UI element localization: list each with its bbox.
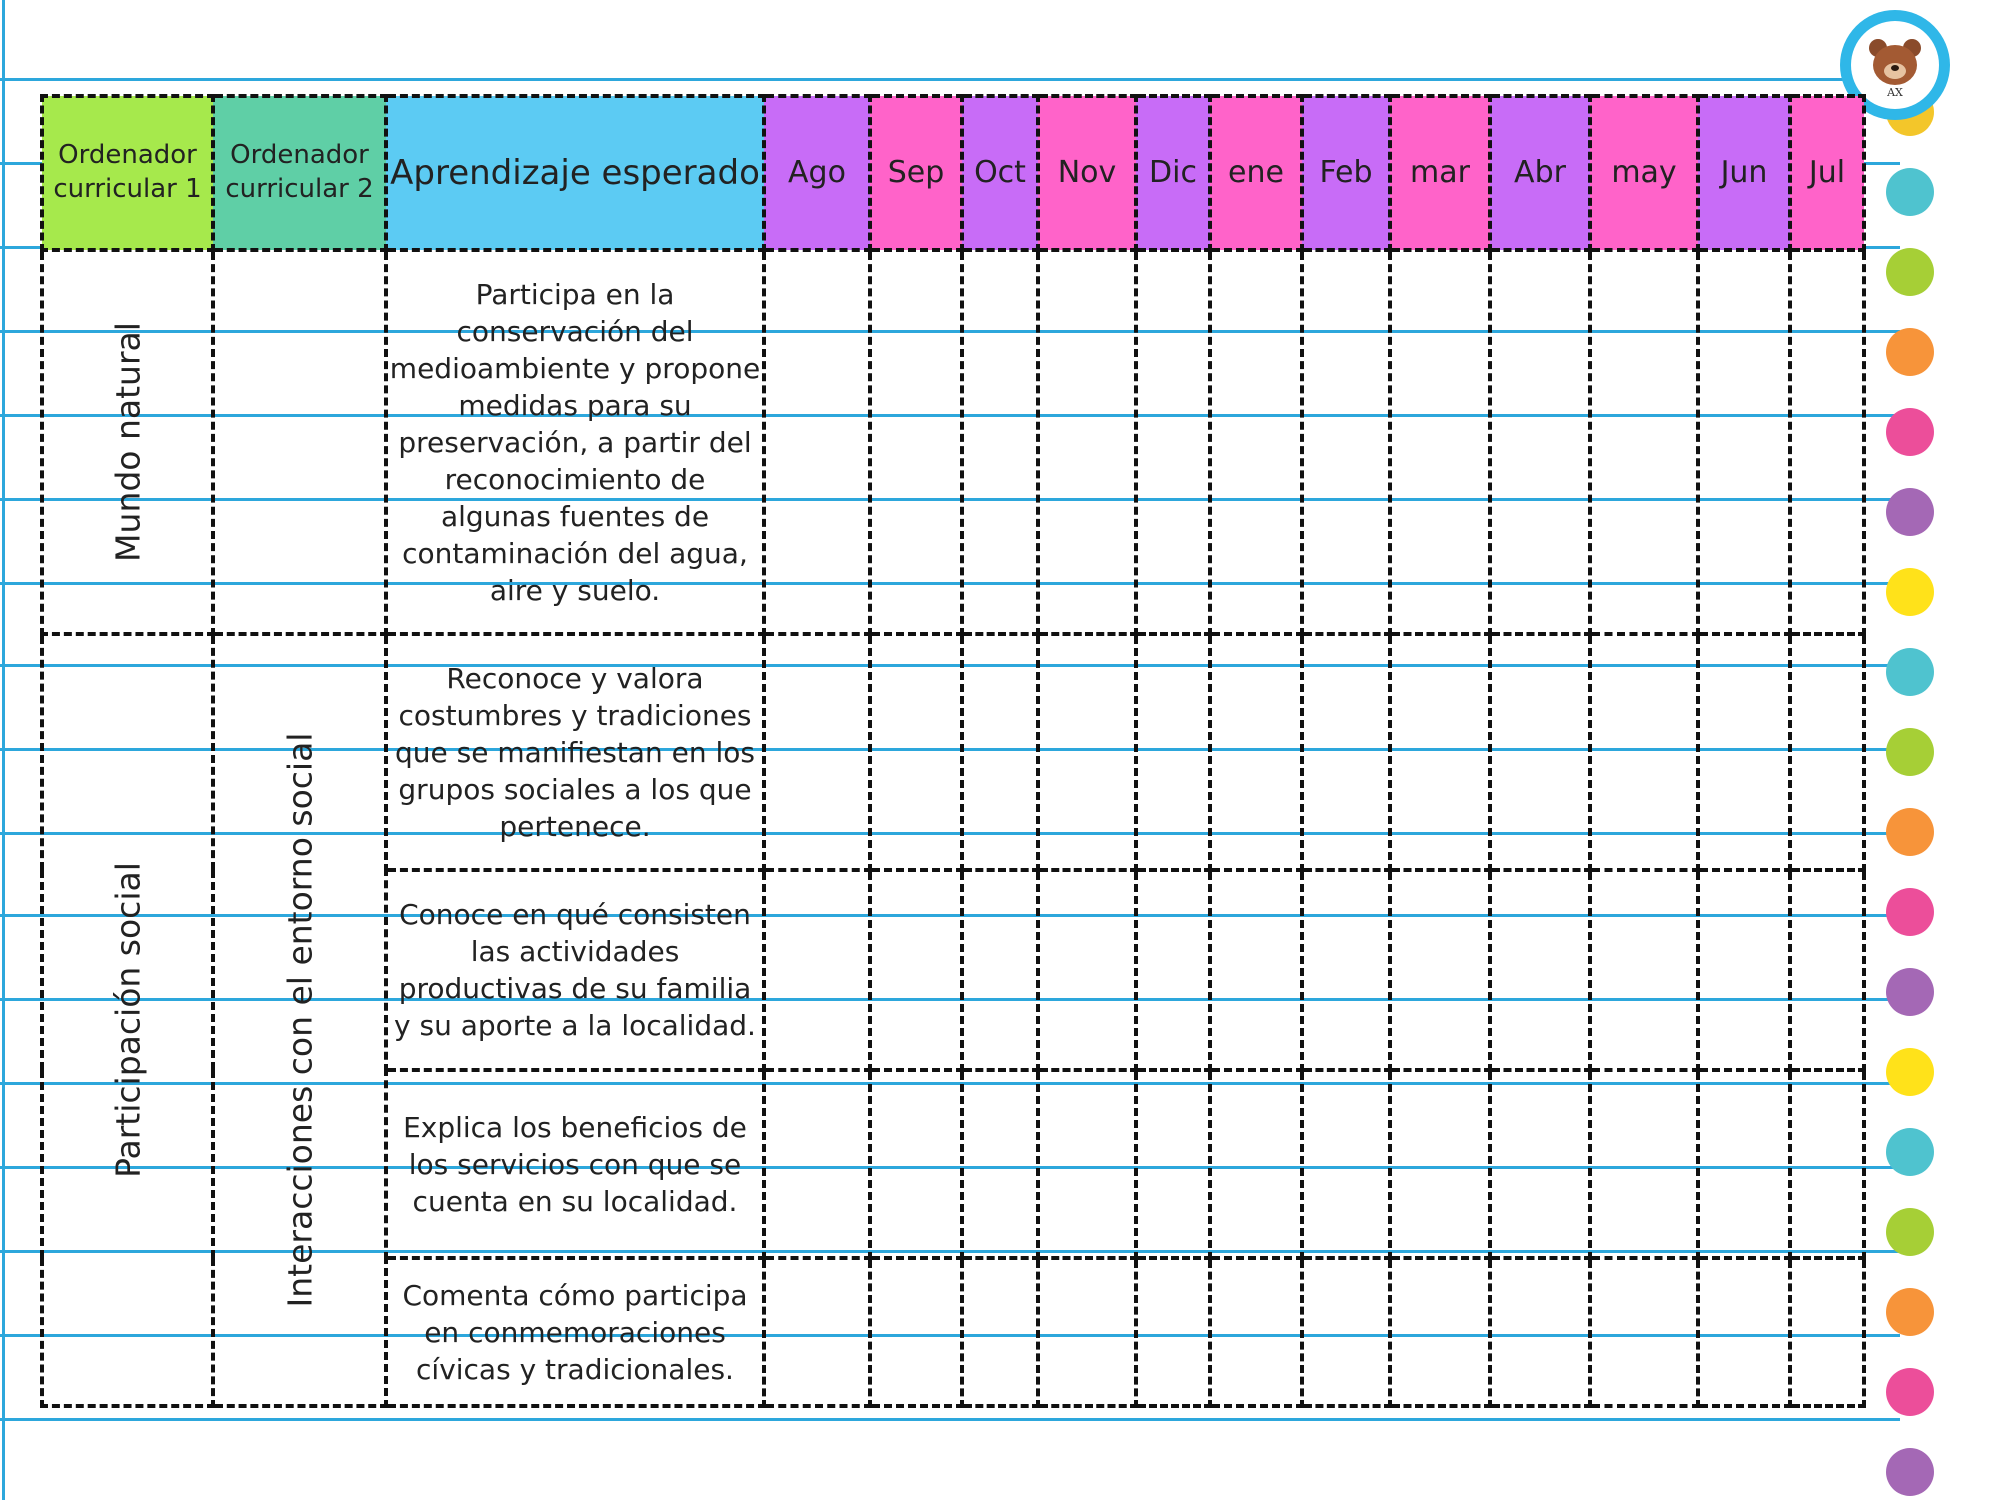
month-cell[interactable]	[962, 1070, 1038, 1258]
dot	[1886, 408, 1934, 456]
dot	[1886, 1048, 1934, 1096]
month-cell[interactable]	[1136, 634, 1210, 870]
month-cell[interactable]	[1210, 870, 1302, 1070]
month-cell[interactable]	[764, 1258, 870, 1406]
month-cell[interactable]	[1136, 250, 1210, 634]
month-cell[interactable]	[962, 870, 1038, 1070]
dot	[1886, 968, 1934, 1016]
month-cell[interactable]	[1490, 870, 1590, 1070]
month-cell[interactable]	[870, 870, 962, 1070]
month-cell[interactable]	[1590, 1070, 1698, 1258]
month-cell[interactable]	[764, 1070, 870, 1258]
month-cell[interactable]	[1698, 870, 1790, 1070]
month-cell[interactable]	[1390, 1070, 1490, 1258]
month-cell[interactable]	[1698, 250, 1790, 634]
month-cell[interactable]	[1490, 634, 1590, 870]
month-cell[interactable]	[1590, 250, 1698, 634]
month-cell[interactable]	[1038, 634, 1136, 870]
header-month: Dic	[1136, 96, 1210, 250]
oc2-cell	[213, 634, 386, 1406]
dot	[1886, 1288, 1934, 1336]
month-cell[interactable]	[1790, 250, 1864, 634]
month-cell[interactable]	[1302, 870, 1390, 1070]
dot	[1886, 248, 1934, 296]
month-cell[interactable]	[1790, 1258, 1864, 1406]
month-cell[interactable]	[764, 870, 870, 1070]
month-cell[interactable]	[1038, 870, 1136, 1070]
oc1-cell	[42, 634, 213, 1406]
ruled-line	[0, 1418, 1900, 1421]
month-cell[interactable]	[870, 1258, 962, 1406]
month-cell[interactable]	[764, 634, 870, 870]
oc1-cell	[42, 250, 213, 634]
dot	[1886, 1208, 1934, 1256]
month-cell[interactable]	[1210, 634, 1302, 870]
month-cell[interactable]	[870, 250, 962, 634]
dot	[1886, 488, 1934, 536]
decorative-dots	[1886, 0, 1938, 1500]
month-cell[interactable]	[1302, 1258, 1390, 1406]
header-oc2: Ordenador curricular 2	[213, 96, 386, 250]
aprendizaje-cell: Participa en la conservación del medioambiente y propone medidas para su preservación, a partir del reconocimiento de algunas fuentes de contaminación del agua, aire y suelo.	[386, 250, 764, 634]
header-month: Oct	[962, 96, 1038, 250]
header-month: Jun	[1698, 96, 1790, 250]
dot	[1886, 808, 1934, 856]
month-cell[interactable]	[1302, 634, 1390, 870]
month-cell[interactable]	[1210, 1258, 1302, 1406]
dot	[1886, 648, 1934, 696]
header-month: ene	[1210, 96, 1302, 250]
oc1-label: Mundo natural	[108, 322, 147, 562]
month-cell[interactable]	[1790, 634, 1864, 870]
month-cell[interactable]	[1698, 1070, 1790, 1258]
dot	[1886, 1368, 1934, 1416]
table-row	[42, 250, 1864, 634]
header-month: mar	[1390, 96, 1490, 250]
header-month: Abr	[1490, 96, 1590, 250]
month-cell[interactable]	[1490, 1070, 1590, 1258]
month-cell[interactable]	[1210, 250, 1302, 634]
dot	[1886, 888, 1934, 936]
month-cell[interactable]	[1038, 250, 1136, 634]
month-cell[interactable]	[1136, 1070, 1210, 1258]
oc1-label: Participación social	[108, 862, 147, 1178]
month-cell[interactable]	[1490, 250, 1590, 634]
month-cell[interactable]	[1790, 870, 1864, 1070]
aprendizaje-cell: Explica los beneficios de los servicios con que se cuenta en su localidad.	[386, 1070, 764, 1258]
month-cell[interactable]	[1390, 870, 1490, 1070]
month-cell[interactable]	[1590, 1258, 1698, 1406]
month-cell[interactable]	[1390, 1258, 1490, 1406]
month-cell[interactable]	[962, 250, 1038, 634]
header-month: Jul	[1790, 96, 1864, 250]
dot	[1886, 1128, 1934, 1176]
oc2-cell	[213, 250, 386, 634]
month-cell[interactable]	[870, 634, 962, 870]
month-cell[interactable]	[1136, 870, 1210, 1070]
aprendizaje-cell: Conoce en qué consisten las actividades productivas de su familia y su aporte a la localidad.	[386, 870, 764, 1070]
month-cell[interactable]	[870, 1070, 962, 1258]
header-month: Ago	[764, 96, 870, 250]
header-month: Sep	[870, 96, 962, 250]
month-cell[interactable]	[1790, 1070, 1864, 1258]
month-cell[interactable]	[1590, 634, 1698, 870]
month-cell[interactable]	[1698, 634, 1790, 870]
dot	[1886, 728, 1934, 776]
month-cell[interactable]	[962, 1258, 1038, 1406]
month-cell[interactable]	[962, 634, 1038, 870]
dot	[1886, 168, 1934, 216]
dot	[1886, 1448, 1934, 1496]
month-cell[interactable]	[1698, 1258, 1790, 1406]
month-cell[interactable]	[1390, 634, 1490, 870]
header-month: Feb	[1302, 96, 1390, 250]
oc2-label: Interacciones con el entorno social	[280, 732, 319, 1308]
month-cell[interactable]	[764, 250, 870, 634]
header-month: may	[1590, 96, 1698, 250]
month-cell[interactable]	[1038, 1258, 1136, 1406]
month-cell[interactable]	[1302, 1070, 1390, 1258]
header-row	[42, 96, 1864, 250]
month-cell[interactable]	[1302, 250, 1390, 634]
month-cell[interactable]	[1490, 1258, 1590, 1406]
planning-table	[40, 94, 1866, 1408]
aprendizaje-cell: Reconoce y valora costumbres y tradiciones que se manifiestan en los grupos sociales a los que pertenece.	[386, 634, 764, 870]
month-cell[interactable]	[1038, 1070, 1136, 1258]
header-aprendizaje: Aprendizaje esperado	[386, 96, 764, 250]
header-month: Nov	[1038, 96, 1136, 250]
aprendizaje-cell: Comenta cómo participa en conmemoraciones cívicas y tradicionales.	[386, 1258, 764, 1406]
dot	[1886, 328, 1934, 376]
table-row	[42, 634, 1864, 870]
dot	[1886, 568, 1934, 616]
bear-icon	[1867, 39, 1923, 91]
month-cell[interactable]	[1590, 870, 1698, 1070]
header-oc1: Ordenador curricular 1	[42, 96, 213, 250]
logo-text: AX	[1887, 86, 1903, 99]
month-cell[interactable]	[1136, 1258, 1210, 1406]
month-cell[interactable]	[1390, 250, 1490, 634]
month-cell[interactable]	[1210, 1070, 1302, 1258]
ruled-line	[0, 78, 1900, 81]
